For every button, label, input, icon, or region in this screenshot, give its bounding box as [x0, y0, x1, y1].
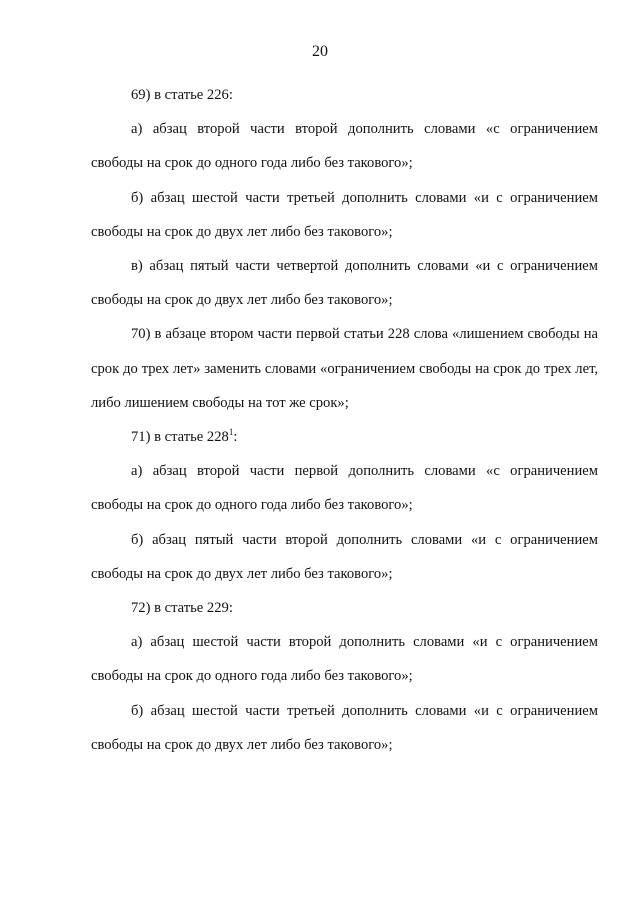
document-body	[91, 78, 598, 762]
paragraph-item-71a: а) абзац второй части первой дополнить словами «с ограничением свободы на срок до одного года либо без такового»;	[91, 463, 598, 514]
page-number: 20	[312, 43, 328, 60]
paragraph-item-71-text: 71) в статье 228	[131, 429, 229, 446]
paragraph-item-72a: а) абзац шестой части второй дополнить словами «и с ограничением свободы на срок до одного года либо без такового»;	[91, 634, 598, 685]
paragraph-item-69: 69) в статье 226:	[131, 87, 233, 103]
paragraph-item-72b: б) абзац шестой части третьей дополнить словами «и с ограничением свободы на срок до двух лет либо без такового»;	[91, 702, 598, 753]
paragraph-item-71-tail: :	[233, 429, 238, 446]
paragraph-item-69b: б) абзац шестой части третьей дополнить словами «и с ограничением свободы на срок до двух лет либо без такового»;	[91, 189, 598, 240]
paragraph-item-72: 72) в статье 229:	[131, 600, 233, 617]
paragraph-item-71	[91, 420, 598, 454]
paragraph-item-71b: б) абзац пятый части второй дополнить словами «и с ограничением свободы на срок до двух лет либо без такового»;	[91, 531, 598, 582]
paragraph-item-70: 70) в абзаце втором части первой статьи 228 слова «лишением свободы на срок до трех лет» заменить словами «ограничением свободы на срок до трех лет, либо лишением свободы на тот же срок»;	[91, 326, 598, 411]
superscript-marker: 1	[228, 427, 234, 438]
paragraph-item-69c: в) абзац пятый части четвертой дополнить словами «и с ограничением свободы на срок до двух лет либо без такового»;	[91, 258, 598, 309]
paragraph-item-69a: а) абзац второй части второй дополнить словами «с ограничением свободы на срок до одного года либо без такового»;	[91, 121, 598, 172]
